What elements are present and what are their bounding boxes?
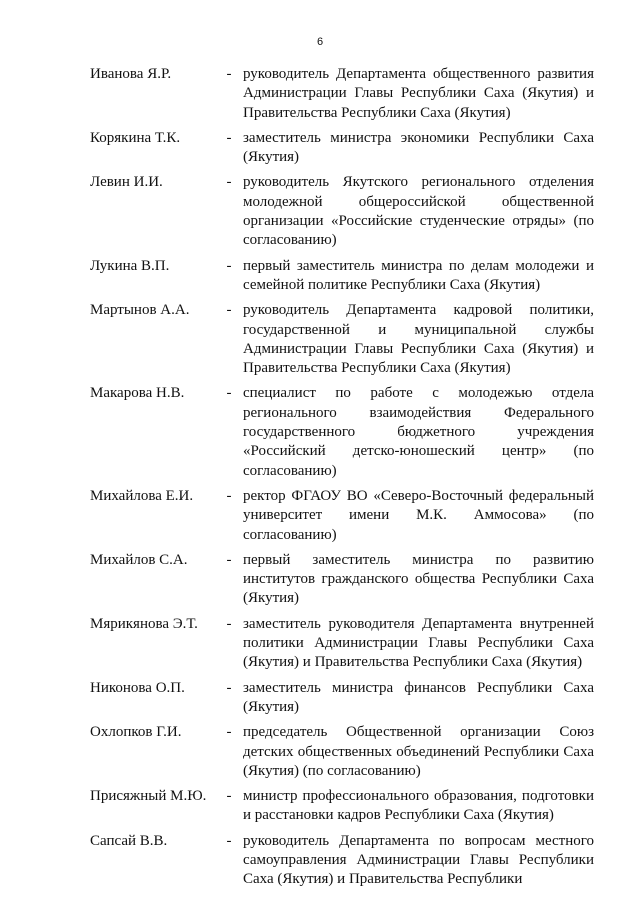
member-entry [90, 723, 594, 781]
member-name: Иванова Я.Р. [90, 66, 172, 82]
member-name: Присяжный М.Ю. [90, 788, 207, 805]
member-name: Левин И.И. [90, 174, 163, 191]
member-entry [90, 832, 594, 890]
member-dash: - [226, 302, 232, 319]
member-role: первый заместитель министра по развитию институтов гражданского общества Республики Саха (Якутия) [243, 551, 594, 607]
member-entry [90, 129, 594, 168]
member-name: Корякина Т.К. [90, 129, 181, 146]
member-entry [90, 173, 594, 250]
member-name: Михайлов С.А. [90, 551, 188, 568]
member-dash: - [226, 788, 232, 805]
member-name: Охлопков Г.И. [90, 724, 182, 741]
member-list [90, 65, 594, 896]
member-dash: - [226, 257, 232, 274]
member-dash: - [226, 551, 232, 568]
member-name: Мартынов А.А. [90, 302, 190, 319]
member-name: Лукина В.П. [90, 257, 170, 274]
member-role: заместитель министра экономики Республики Саха (Якутия) [243, 129, 594, 166]
member-name: Никонова О.П. [90, 679, 185, 696]
member-entry [90, 551, 594, 609]
page-number: 6 [316, 36, 324, 48]
member-role: руководитель Департамента общественного развития Администрации Главы Республики Саха (Якутия) и Правительства Республики Саха (Якутия) [243, 66, 594, 121]
member-dash: - [226, 679, 232, 696]
member-entry [90, 257, 594, 296]
member-role: заместитель руководителя Департамента внутренней политики Администрации Главы Республики Саха (Якутия) и Правительства Республики Саха (Якутия) [243, 615, 594, 671]
member-name: Михайлова Е.И. [90, 487, 194, 504]
member-role: руководитель Якутского регионального отделения молодежной общероссийской общественной организации «Российские студенческие отряды» (по согласованию) [243, 174, 594, 249]
member-name: Сапсай В.В. [90, 832, 168, 849]
member-entry [90, 615, 594, 673]
member-entry [90, 384, 594, 480]
member-dash: - [226, 724, 232, 741]
member-dash: - [226, 385, 232, 402]
member-role: специалист по работе с молодежью отдела регионального взаимодействия Федерального государственного бюджетного учреждения «Российский детско-юношеский центр» (по согласованию) [243, 385, 594, 479]
member-entry [90, 301, 594, 378]
member-name: Мярикянова Э.Т. [90, 615, 198, 632]
member-dash: - [226, 615, 232, 632]
member-dash: - [226, 487, 232, 504]
member-name: Макарова Н.В. [90, 385, 185, 402]
member-dash: - [226, 174, 232, 191]
member-role: министр профессионального образования, подготовки и расстановки кадров Республики Саха (Якутия) [243, 788, 594, 824]
member-role: председатель Общественной организации Союз детских общественных объединений Республики Саха (Якутия) (по согласованию) [243, 724, 594, 779]
member-entry [90, 679, 594, 718]
member-entry [90, 65, 594, 123]
member-role: ректор ФГАОУ ВО «Северо-Восточный федеральный университет имени М.К. Аммосова» (по согласованию) [243, 487, 594, 543]
member-entry [90, 787, 594, 826]
member-dash: - [226, 832, 232, 849]
member-entry [90, 487, 594, 545]
member-dash: - [226, 66, 232, 82]
member-role: заместитель министра финансов Республики Саха (Якутия) [243, 679, 594, 715]
member-dash: - [226, 129, 232, 146]
member-role: руководитель Департамента кадровой политики, государственной и муниципальной службы Администрации Главы Республики Саха (Якутия) и Правительства Республики Саха (Якутия) [243, 302, 594, 377]
member-role: руководитель Департамента по вопросам местного самоуправления Администрации Главы Республики Саха (Якутия) и Правительства Республики [243, 832, 594, 888]
member-role: первый заместитель министра по делам молодежи и семейной политике Республики Саха (Якутия) [243, 257, 594, 293]
